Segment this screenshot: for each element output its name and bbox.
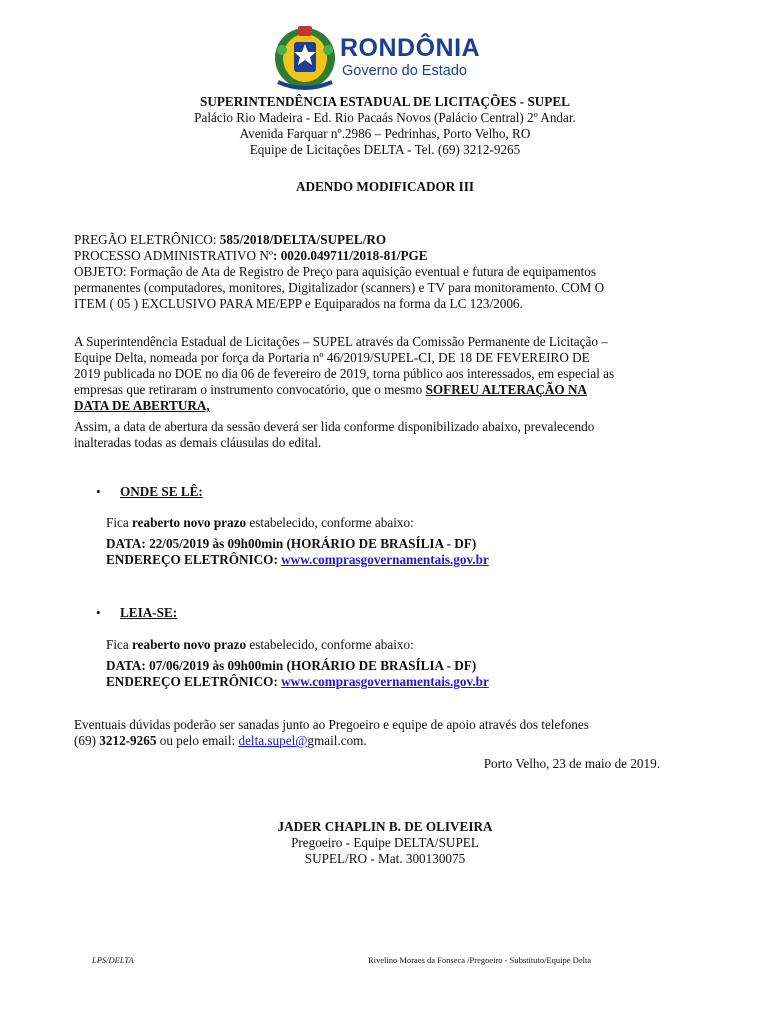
data-abertura-highlight: DATA DE ABERTURA, [74,398,210,413]
processo-line [74,248,660,264]
pregao-label: PREGÃO ELETRÔNICO: [74,232,220,247]
leia-endereco-line [106,674,692,690]
contato-phone-prefix: (69) [74,733,100,748]
footer-right: Rivelino Moraes da Fonseca /Pregoeiro - Substituto/Equipe Delta [368,955,592,965]
intro-line-3: 2019 publicada no DOE no dia 06 de fevereiro de 2019, torna público aos interessados, em especial as [74,366,615,381]
logo-subtitle: Governo do Estado [342,63,467,79]
address-line-1: Palácio Rio Madeira - Ed. Rio Pacaás Novos (Palácio Central) 2º Andar. [194,110,576,125]
processo-value: : 0020.049711/2018-81/PGE [273,248,428,263]
contato-email-link[interactable]: delta.supel@ [238,733,308,748]
onde-endereco-link[interactable]: www.comprasgovernamentais.gov.br [281,552,489,567]
contato-email-domain: gmail.com. [307,733,367,748]
intro-line-2: Equipe Delta, nomeada por força da Portaria nº 46/2019/SUPEL-CI, DE 18 DE FEVEREIRO DE [74,350,590,365]
bullet-icon: • [96,484,101,499]
leia-endereco-link[interactable]: www.comprasgovernamentais.gov.br [281,674,489,689]
alteracao-highlight: SOFREU ALTERAÇÃO NA [425,382,588,397]
objeto-line-1: OBJETO: Formação de Ata de Registro de Preço para aquisição eventual e futura de equipamentos [74,264,596,279]
org-name: SUPERINTENDÊNCIA ESTADUAL DE LICITAÇÕES - SUPEL [200,94,570,109]
onde-endereco-label: ENDEREÇO ELETRÔNICO: [106,552,282,567]
document-title: ADENDO MODIFICADOR III [295,179,475,194]
note-line-1: Assim, a data de abertura da sessão deverá ser lida conforme disponibilizado abaixo, prevalecendo [74,419,595,434]
contact-line: Equipe de Licitações DELTA - Tel. (69) 3212-9265 [249,142,521,157]
intro-line-4 [74,382,660,398]
coat-of-arms-icon [272,22,338,92]
intro-line-1: A Superintendência Estadual de Licitações – SUPEL através da Comissão Permanente de Licitação – [74,334,608,349]
address-line-2: Avenida Farquar nº.2986 – Pedrinhas, Porto Velho, RO [239,126,531,141]
onde-endereco-line [106,552,692,568]
onde-fica-pre: Fica [106,515,133,530]
contato-phone: 3212-9265 [99,733,157,748]
pregao-value: 585/2018/DELTA/SUPEL/RO [219,232,387,247]
note-line-2: inalteradas todas as demais cláusulas do edital. [74,435,322,450]
signatory-mat: SUPEL/RO - Mat. 300130075 [304,851,466,866]
leia-fica-line [106,637,692,653]
state-logo [272,22,487,92]
leia-endereco-label: ENDEREÇO ELETRÔNICO: [106,674,282,689]
intro-line-4-text: empresas que retiraram o instrumento convocatório, que o mesmo [74,382,426,397]
bullet-icon: • [96,605,101,620]
signatory-name: JADER CHAPLIN B. DE OLIVEIRA [277,819,493,834]
onde-data: DATA: 22/05/2019 às 09h00min (HORÁRIO DE BRASÍLIA - DF) [106,536,477,551]
contato-email-label: ou pelo email: [156,733,239,748]
onde-heading: ONDE SE LÊ: [120,484,203,499]
leia-fica-post: estabelecido, conforme abaixo: [246,637,414,652]
logo-title: RONDÔNIA [340,34,481,62]
signatory-role: Pregoeiro - Equipe DELTA/SUPEL [291,835,479,850]
leia-data: DATA: 07/06/2019 às 09h00min (HORÁRIO DE BRASÍLIA - DF) [106,658,477,673]
onde-fica-line [106,515,692,531]
pregao-line [74,232,660,248]
leia-heading: LEIA-SE: [120,605,178,620]
leia-fica-bold: reaberto novo prazo [132,637,247,652]
footer-left: LPS/DELTA [92,955,134,965]
objeto-line-2: permanentes (computadores, monitores, Digitalizador (scanners) e TV para monitoramento. COM O [74,280,605,295]
date-place: Porto Velho, 23 de maio de 2019. [483,756,660,771]
processo-label: PROCESSO ADMINISTRATIVO Nº [74,248,273,263]
contato-line-1: Eventuais dúvidas poderão ser sanadas junto ao Pregoeiro e equipe de apoio através dos telefones [74,717,589,732]
objeto-line-3: ITEM ( 05 ) EXCLUSIVO PARA ME/EPP e Equiparados na forma da LC 123/2006. [74,296,523,311]
contato-line-2 [74,733,660,749]
leia-fica-pre: Fica [106,637,133,652]
onde-fica-bold: reaberto novo prazo [132,515,247,530]
onde-fica-post: estabelecido, conforme abaixo: [246,515,414,530]
